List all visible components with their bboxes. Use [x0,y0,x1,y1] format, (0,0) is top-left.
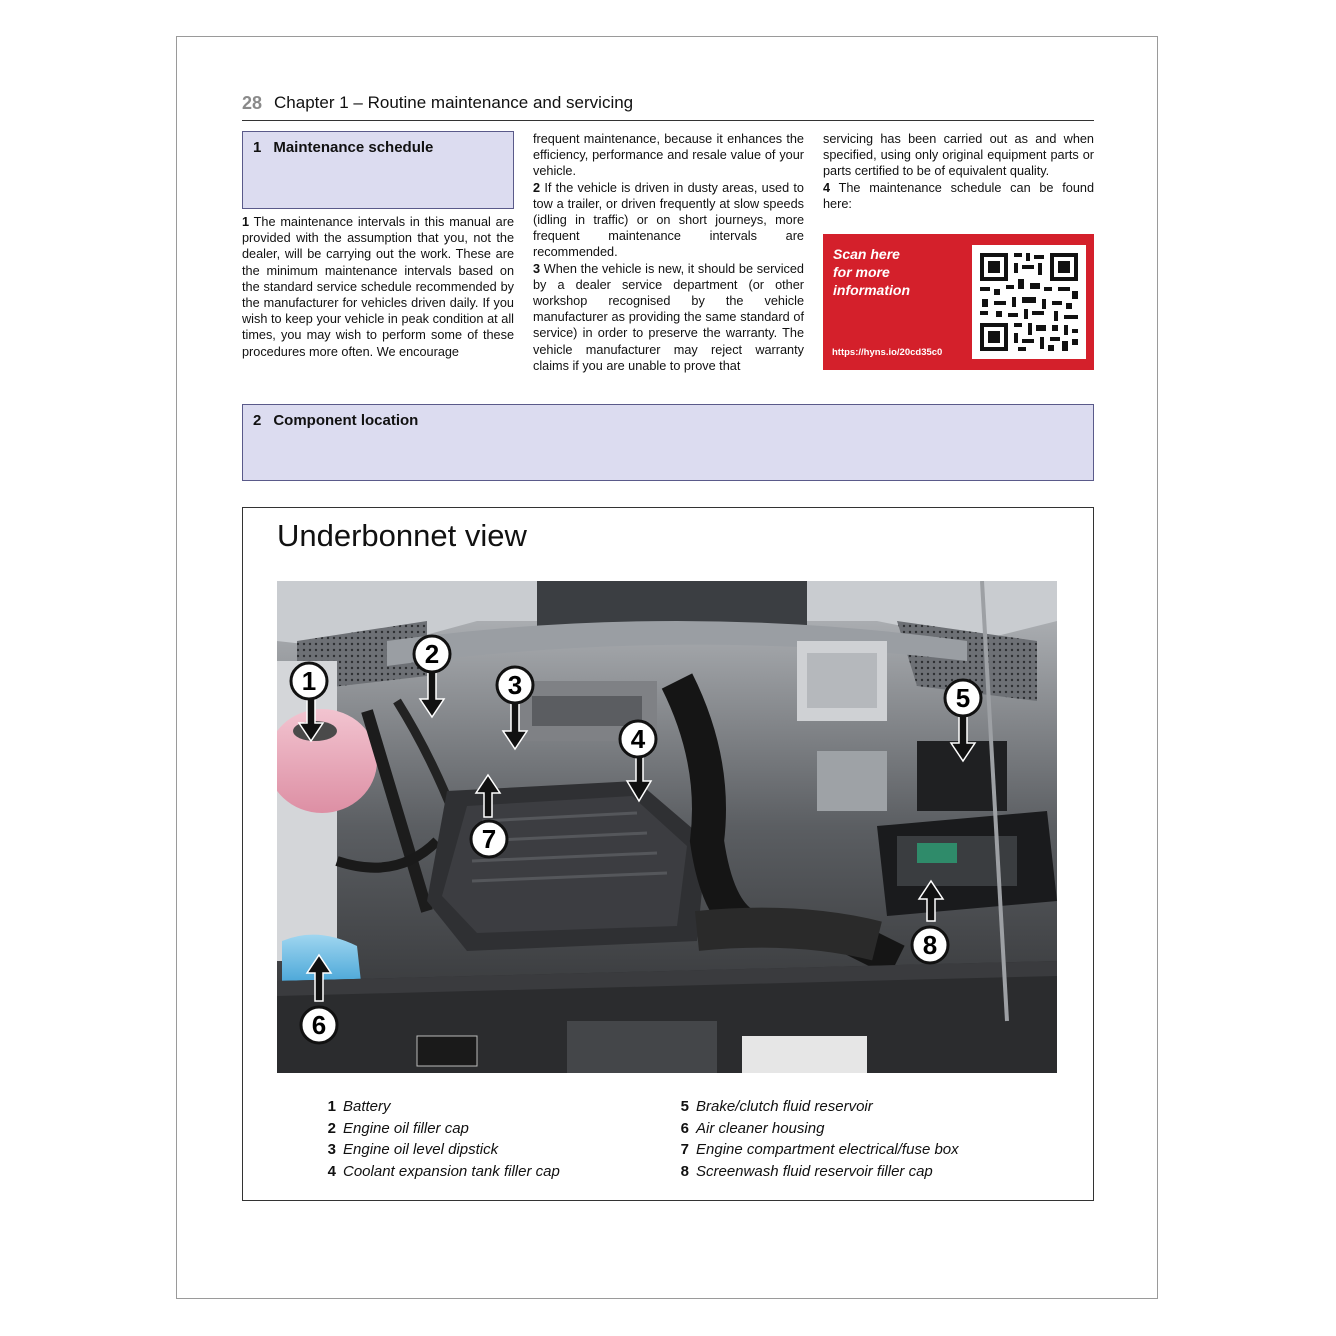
text-column-1 [242,214,514,360]
paragraph-1 [242,214,514,360]
legend-item: 4 Coolant expansion tank filler cap [327,1162,560,1180]
paragraph-3 [533,261,804,374]
qr-url[interactable]: https://hyns.io/20cd35c0 [832,347,943,358]
legend-item: 2 Engine oil filler cap [327,1119,469,1137]
section-number: 2 [253,412,262,429]
page-header [242,86,1094,121]
svg-text:5: 5 [955,683,971,713]
legend-item: 6 Air cleaner housing [680,1119,825,1137]
para-number: 2 [533,180,541,195]
text-column-3 [823,131,1094,212]
scan-line: Scan here [833,246,900,262]
page-number: 28 [242,92,263,113]
legend-right [671,1096,959,1182]
figure-title: Underbonnet view [277,518,527,553]
paragraph-3-cont: servicing has been carried out as and when specified, using only original equipment parts or parts certified to be of equivalent quality. [823,132,1094,179]
svg-text:1: 1 [301,666,317,696]
svg-text:6: 6 [311,1010,327,1040]
callout-4 [620,721,656,757]
paragraph-1-cont: frequent maintenance, because it enhances the efficiency, performance and resale value of your vehicle. [533,132,804,179]
callout-7 [471,821,507,857]
para-number: 1 [242,215,250,229]
svg-text:2: 2 [424,639,440,669]
legend-item: 5 Brake/clutch fluid reservoir [680,1098,873,1115]
paragraph-4 [823,180,1094,212]
callout-8 [912,927,948,963]
callout-3 [497,667,533,703]
section-number: 1 [253,139,262,156]
legend-item: 7 Engine compartment electrical/fuse box [680,1141,959,1158]
callout-5 [945,680,981,716]
legend-item: 8 Screenwash fluid reservoir filler cap [680,1162,933,1180]
para-number: 3 [533,261,541,276]
scan-here-text [833,245,963,299]
para-text: When the vehicle is new, it should be serviced by a dealer service department (or other workshop recognised by the vehicle manufacturer as providing the same standard of service) in order to preserve the warranty. The vehicle manufacturer may reject warranty claims if you are unable to prove that [533,261,804,373]
section-title: Component location [273,412,419,429]
para-text: If the vehicle is driven in dusty areas, used to tow a trailer, or driven frequently at slow speeds (idling in traffic) or on short journeys, more frequent maintenance intervals are recommended. [533,180,804,260]
para-number: 4 [823,180,831,195]
callout-1 [291,663,327,699]
scan-line: for more [833,264,890,280]
section-heading-component-location [242,404,1094,481]
svg-text:4: 4 [630,724,646,754]
svg-text:7: 7 [481,824,497,854]
qr-code-panel[interactable] [823,234,1094,370]
para-text: The maintenance schedule can be found here: [823,180,1094,211]
section-title: Maintenance schedule [273,139,434,156]
legend-item: 1 Battery [327,1098,391,1115]
paragraph-2 [533,180,804,261]
callout-2 [414,636,450,672]
para-text: The maintenance intervals in this manual are provided with the assumption that you, not the dealer, will be carrying out the work. These are the minimum maintenance intervals based on the standard service schedule recommended by the manufacturer for vehicles driven daily. If you wish to keep your vehicle in peak condition at all times, you may wish to perform some of these procedures more often. We encourage [242,215,514,359]
underbonnet-photo [277,581,1057,1073]
callout-6 [301,1007,337,1043]
legend-item: 3 Engine oil level dipstick [327,1141,499,1158]
scan-line: information [833,282,910,298]
section-heading-maintenance-schedule [242,131,514,209]
legend-left [318,1096,560,1182]
text-column-2 [533,131,804,374]
chapter-title: Chapter 1 – Routine maintenance and servicing [274,93,634,112]
svg-text:8: 8 [922,930,938,960]
qr-code-icon[interactable] [972,245,1086,359]
svg-text:3: 3 [507,670,523,700]
